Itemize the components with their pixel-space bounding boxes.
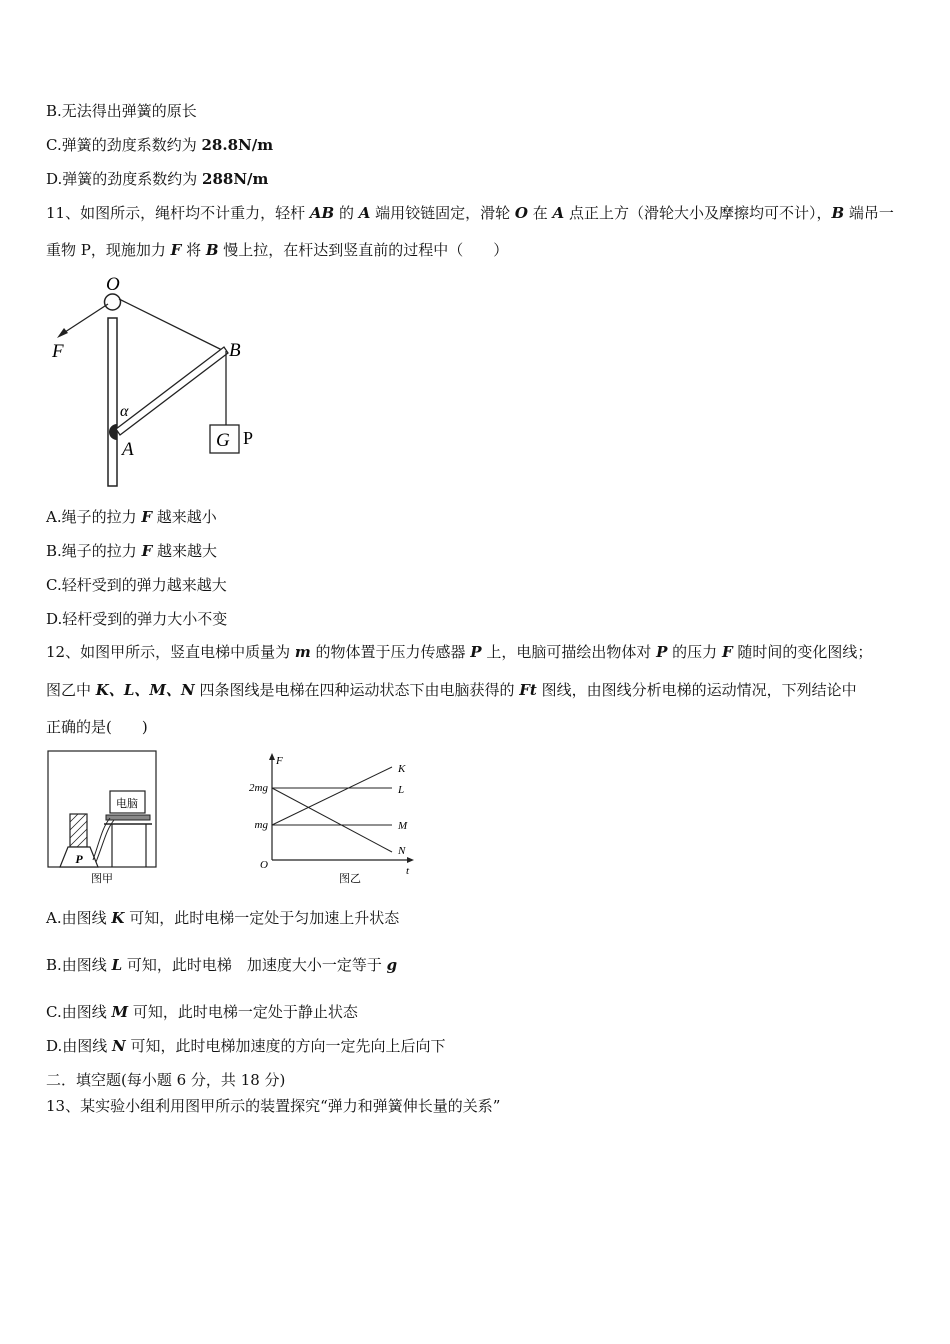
q12-option-c: C.由图线 M 可知，此时电梯一定处于静止状态 [46, 1003, 358, 1021]
q11-option-b: B.绳子的拉力 F 越来越大 [46, 542, 217, 560]
q12-option-b: B.由图线 L 可知，此时电梯 加速度大小一定等于 g [46, 956, 398, 974]
label-m: M [398, 820, 408, 832]
label-alpha: α [120, 403, 129, 420]
q10-option-d: D.弹簧的劲度系数约为 288N/m [46, 170, 269, 188]
tick-mg: mg [254, 819, 268, 831]
rope-f [62, 304, 108, 334]
q12-figure-yi [240, 750, 420, 886]
origin-label: O [260, 859, 268, 871]
q12-stem-line3: 正确的是( ) [46, 718, 148, 736]
label-p: P [243, 428, 254, 448]
arrow-f [57, 328, 68, 338]
label-b: B [229, 340, 241, 361]
rope-ob [119, 299, 222, 350]
caption-yi: 图乙 [339, 873, 361, 885]
q11-option-d: D.轻杆受到的弹力大小不变 [46, 610, 228, 628]
tick-2mg: 2mg [249, 782, 268, 794]
q12-option-d: D.由图线 N 可知，此时电梯加速度的方向一定先向上后向下 [46, 1037, 446, 1055]
q12-option-a: A.由图线 K 可知，此时电梯一定处于匀加速上升状态 [46, 909, 400, 927]
q10-option-c: C.弹簧的劲度系数约为 28.8N/m [46, 136, 274, 154]
q11-figure [46, 272, 286, 492]
q11-stem-line2: 重物 P，现施加力 F 将 B 慢上拉，在杆达到竖直前的过程中（ ） [46, 241, 509, 259]
section2-title: 二．填空题(每小题 6 分，共 18 分) [46, 1071, 286, 1089]
axis-label-t: t [406, 865, 410, 877]
q10-option-b: B.无法得出弹簧的原长 [46, 102, 197, 120]
label-k: K [398, 763, 406, 775]
axis-label-f: F [276, 755, 283, 767]
rod-ab [116, 347, 228, 435]
q11-option-a: A.绳子的拉力 F 越来越小 [46, 508, 217, 526]
q12-figure-jia [46, 748, 161, 886]
label-g: G [216, 430, 230, 451]
label-f: F [52, 341, 64, 362]
computer-keyboard [106, 815, 150, 820]
label-a: A [122, 439, 134, 460]
q11-stem-line1: 11、如图所示，绳杆均不计重力，轻杆 AB 的 A 端用铰链固定，滑轮 O 在 A 点正上方（滑轮大小及摩擦均可不计），B 端吊一 [46, 204, 894, 222]
sensor-label-p: P [75, 852, 83, 866]
f-axis-arrow [269, 753, 275, 760]
q11-option-c: C.轻杆受到的弹力越来越大 [46, 576, 227, 594]
caption-jia: 图甲 [91, 873, 113, 885]
vertical-pole [108, 318, 117, 486]
label-o: O [106, 274, 120, 295]
line-k [272, 767, 392, 825]
pulley-o [105, 294, 121, 310]
computer-label: 电脑 [116, 798, 138, 810]
q13-stem: 13、某实验小组利用图甲所示的装置探究“弹力和弹簧伸长量的关系” [46, 1097, 501, 1115]
q12-stem-line1: 12、如图甲所示，竖直电梯中质量为 m 的物体置于压力传感器 P 上，电脑可描绘出物体对 P 的压力 F 随时间的变化图线； [46, 643, 873, 661]
q12-stem-line2: 图乙中 K、L、M、N 四条图线是电梯在四种运动状态下由电脑获得的 Ft 图线，由图线分析电梯的运动情况，下列结论中 [46, 681, 857, 699]
label-n: N [398, 845, 406, 857]
line-n [272, 788, 392, 852]
label-l: L [398, 784, 405, 796]
t-axis-arrow [407, 857, 414, 863]
